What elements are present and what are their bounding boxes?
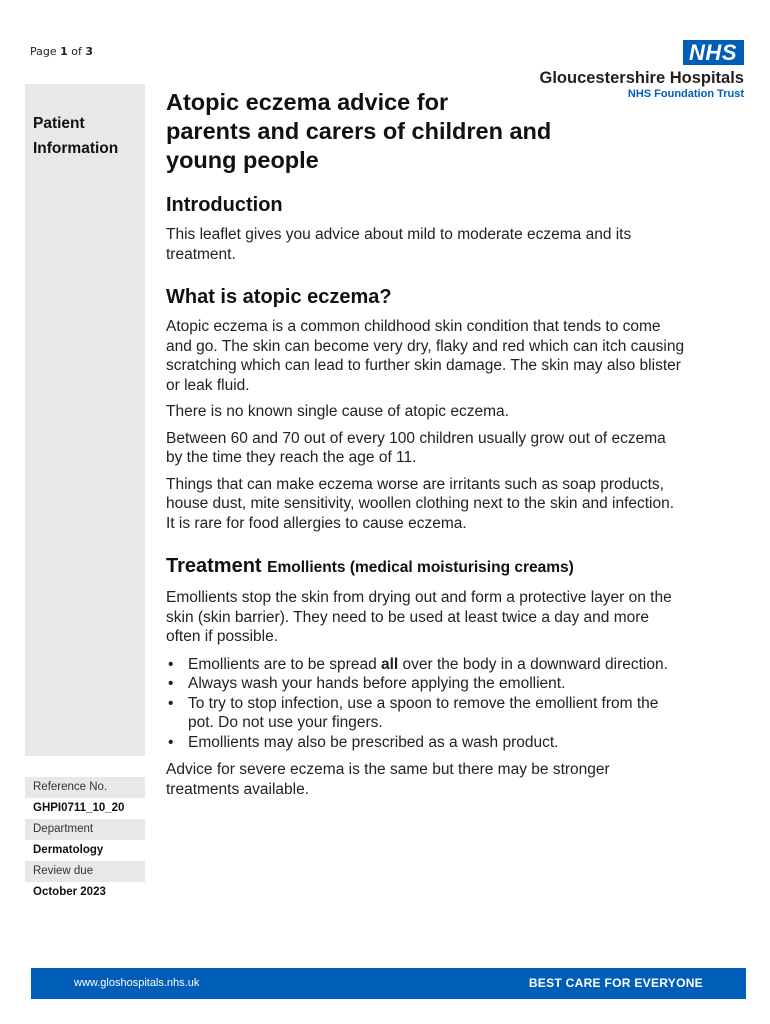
reference-label: Reference No.	[25, 777, 145, 798]
footer-bar	[31, 968, 746, 999]
list-item: • Emollients may also be prescribed as a wash product.	[168, 733, 559, 751]
patient-information-label	[25, 84, 145, 184]
list-item: • To try to stop infection, use a spoon to remove the emollient from the pot. Do not use your fingers.	[168, 694, 659, 731]
department-value: Dermatology	[33, 844, 104, 856]
trust-name: Gloucestershire Hospitals	[539, 69, 744, 87]
review-due-label: Review due	[25, 861, 145, 882]
title-line-1: Atopic eczema advice for	[166, 89, 449, 115]
what-paragraph-3: Between 60 and 70 out of every 100 children usually grow out of eczema by the time they reach the age of 11.	[166, 429, 666, 466]
what-is-heading: What is atopic eczema?	[166, 286, 392, 308]
bullet-icon: •	[168, 675, 174, 692]
treatment-heading	[166, 553, 686, 581]
bullet-icon: •	[168, 694, 174, 712]
list-item: • Emollients are to be spread all over the body in a downward direction.	[168, 655, 668, 673]
footer-slogan: BEST CARE FOR EVERYONE	[528, 976, 703, 990]
page-prefix: Page	[30, 45, 57, 58]
department-label: Department	[25, 819, 145, 840]
introduction-heading: Introduction	[166, 194, 283, 216]
review-due-value: October 2023	[33, 886, 106, 898]
what-paragraph-1: Atopic eczema is a common childhood skin condition that tends to come and go. The skin can become very dry, flaky and red which can itch causing scratching which can lead to further skin damage. The skin may also blister or leak fluid.	[166, 318, 685, 394]
title-line-2: parents and carers of children and	[166, 118, 552, 144]
emollient-list	[166, 655, 686, 753]
document-metadata	[25, 777, 145, 903]
page-title	[166, 88, 686, 175]
website-link[interactable]: www.gloshospitals.nhs.uk	[74, 977, 200, 989]
bullet-icon: •	[168, 733, 174, 751]
bullet-icon: •	[168, 655, 174, 673]
what-paragraph-4: Things that can make eczema worse are irritants such as soap products, house dust, mite sensitivity, woollen clothing next to the skin and infection. It is rare for food allergies to cause eczema.	[166, 475, 675, 532]
page-number	[30, 45, 93, 58]
page-total: 3	[85, 45, 94, 58]
page-current: 1	[60, 45, 68, 58]
sidebar-line-1: Patient	[33, 115, 85, 132]
list-item: • Always wash your hands before applying the emollient.	[168, 675, 566, 692]
main-content	[166, 88, 686, 799]
reference-value: GHPI0711_10_20	[33, 802, 125, 814]
treatment-subtitle: Emollients (medical moisturising creams)	[267, 559, 574, 576]
closing-text: Advice for severe eczema is the same but there may be stronger treatments available.	[166, 761, 610, 798]
trust-subtitle: NHS Foundation Trust	[627, 88, 744, 100]
sidebar-strip	[25, 184, 145, 756]
treatment-text: Emollients stop the skin from drying out and form a protective layer on the skin (skin barrier). They need to be used at least twice a day and more often if possible.	[166, 589, 672, 645]
title-line-3: young people	[166, 147, 319, 173]
sidebar-line-2: Information	[33, 140, 119, 157]
page-of: of	[71, 45, 82, 58]
what-paragraph-2: There is no known single cause of atopic eczema.	[166, 403, 509, 420]
treatment-title: Treatment	[166, 555, 262, 577]
introduction-text: This leaflet gives you advice about mild to moderate eczema and its treatment.	[166, 226, 632, 263]
nhs-badge: NHS	[683, 40, 744, 65]
